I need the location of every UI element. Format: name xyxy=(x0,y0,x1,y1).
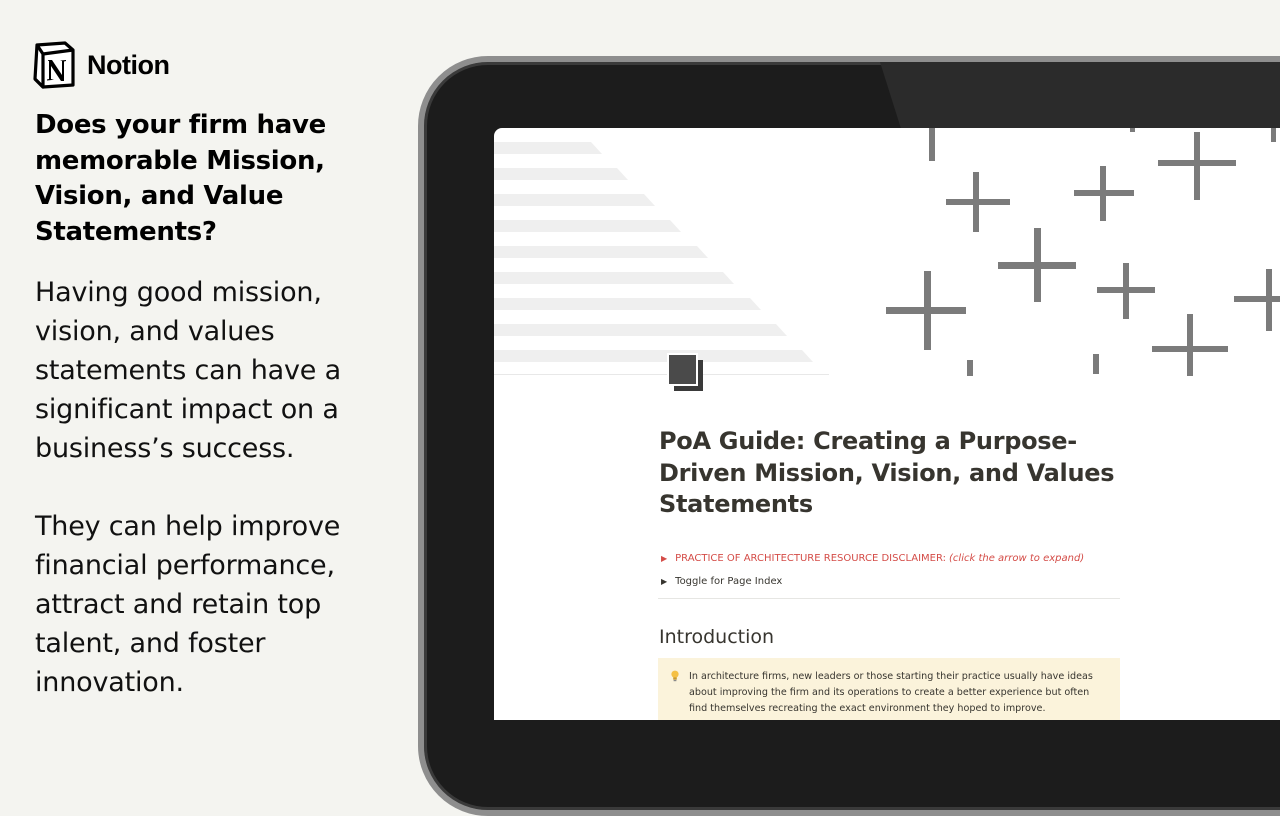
toggle-arrow-icon[interactable]: ▶ xyxy=(661,554,668,563)
toggle-disclaimer-hint: (click the arrow to expand) xyxy=(949,553,1085,564)
promo-paragraph-1: Having good mission, vision, and values statements can have a significant impact on a business’s success. xyxy=(35,277,341,464)
document-icon xyxy=(666,352,706,396)
callout-text: In architecture firms, new leaders or those starting their practice usually have ideas about improving the firm and its operations to create a better experience but often find themselves recreating the exact environment they hoped to improve. xyxy=(689,671,1093,714)
promo-paragraph-2: They can help improve financial performance, attract and retain top talent, and foster innovation. xyxy=(35,511,341,698)
page-cover-image xyxy=(494,128,1280,378)
toggle-page-index[interactable] xyxy=(661,576,782,587)
notion-logo-icon xyxy=(31,41,77,89)
promo-headline: Does your firm have memorable Mission, Vision, and Value Statements? xyxy=(35,110,326,247)
brand-name: Notion xyxy=(87,49,170,80)
brand xyxy=(31,41,169,89)
lightbulb-icon xyxy=(670,670,680,682)
section-heading-introduction: Introduction xyxy=(659,626,775,648)
callout-block xyxy=(658,658,1120,720)
divider xyxy=(658,598,1120,599)
toggle-disclaimer[interactable] xyxy=(661,553,1084,564)
notion-page-screen xyxy=(494,128,1280,720)
toggle-disclaimer-label: PRACTICE OF ARCHITECTURE RESOURCE DISCLAIMER: xyxy=(675,553,947,564)
page-title: PoA Guide: Creating a Purpose-Driven Mission, Vision, and Values Statements xyxy=(659,427,1115,518)
toggle-page-index-label: Toggle for Page Index xyxy=(675,576,783,587)
toggle-arrow-icon[interactable]: ▶ xyxy=(661,577,668,586)
